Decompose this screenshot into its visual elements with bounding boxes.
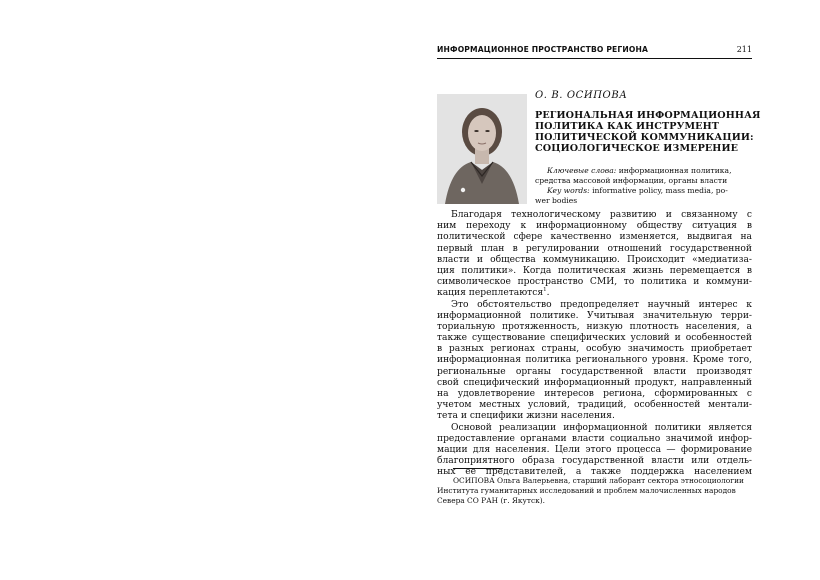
body-line — [437, 288, 752, 299]
footnote-line: Института гуманитарных исследований и проблем малочисленных народов — [437, 486, 736, 495]
keywords-en-row-2: wer bodies — [535, 196, 578, 205]
body-line: ним переходу к информационному обществу ситуация в — [437, 221, 752, 232]
body-line: власти и общества коммуникацию. Происходит «медиатиза- — [437, 254, 752, 265]
article-title-line: СОЦИОЛОГИЧЕСКОЕ ИЗМЕРЕНИЕ — [535, 143, 739, 154]
article-body — [437, 210, 752, 479]
keywords-en-row — [535, 186, 752, 196]
keywords-ru-row — [535, 166, 752, 176]
body-line: первый план в регулировании отношений государственной — [437, 243, 752, 254]
running-title: ИНФОРМАЦИОННОЕ ПРОСТРАНСТВО РЕГИОНА — [437, 45, 649, 54]
keywords-en-text: informative policy, mass media, po- — [589, 186, 728, 195]
body-line: Благодаря технологическому развитию и связанному с — [451, 210, 752, 220]
footnote — [437, 476, 752, 506]
body-line: в разных регионах страны, особую значимость приобретает — [437, 344, 752, 355]
footnote-line: Севера СО РАН (г. Якутск). — [437, 496, 545, 505]
body-line: тета и специфики жизни населения. — [437, 411, 615, 422]
body-line: ных ее представителей, а также поддержка населением — [437, 467, 752, 478]
keywords-ru-text: информационная политика, — [616, 166, 732, 175]
body-line: мации для населения. Цели этого процесса — формирование — [437, 444, 752, 455]
body-line: символическое пространство СМИ, то политика и коммуни- — [437, 277, 752, 288]
body-line: информационной политике. Учитывая значительную терри- — [437, 310, 752, 321]
keywords-ru-row-2: средства массовой информации, органы власти — [535, 176, 728, 185]
footnote-divider — [453, 468, 503, 469]
body-line: политической сфере качественно изменяется, выдвигая на — [437, 232, 752, 243]
author-photo — [437, 94, 527, 204]
body-line: Основой реализации информационной политики является — [451, 422, 752, 433]
footnote-line: ОСИПОВА Ольга Валерьевна, старший лаборант сектора этносоциологии — [453, 476, 744, 485]
body-line: также существование специфических условий и особенностей — [437, 333, 752, 344]
author-name: О. В. ОСИПОВА — [535, 90, 628, 101]
footnote-ref-suffix: . — [546, 288, 550, 299]
body-line: свой специфический информационный продукт, направленный — [437, 377, 752, 388]
body-line: благоприятного образа государственной власти или отдель- — [437, 456, 752, 467]
keywords-block — [535, 166, 752, 206]
journal-page — [437, 44, 761, 564]
article-title-line: ПОЛИТИКА КАК ИНСТРУМЕНТ — [535, 121, 719, 132]
body-line: предоставление органами власти социально значимой инфор- — [437, 433, 752, 444]
body-line: ция политики». Когда политическая жизнь перемещается в — [437, 265, 752, 276]
article-title-line: ПОЛИТИЧЕСКОЙ КОММУНИКАЦИИ: — [535, 132, 754, 143]
keywords-en-label: Key words: — [547, 186, 590, 195]
body-line-text: кация переплетаются — [437, 288, 544, 299]
body-line: учетом местных условий, традиций, особенностей ментали- — [437, 400, 752, 411]
running-header — [437, 44, 752, 59]
body-line: Это обстоятельство предопределяет научный интерес к — [451, 299, 752, 310]
article-title-line: РЕГИОНАЛЬНАЯ ИНФОРМАЦИОННАЯ — [535, 110, 761, 121]
footnote-ref: 1 — [543, 287, 547, 294]
keywords-ru-label: Ключевые слова: — [547, 166, 617, 175]
body-line: ториальную протяженность, низкую плотность населения, а — [437, 321, 752, 332]
body-line: региональные органы государственной власти производят — [437, 366, 752, 377]
page-number: 211 — [736, 45, 752, 54]
body-line: на удовлетворение интересов региона, сформированных с — [437, 389, 752, 399]
article-title — [535, 110, 761, 154]
body-line: информационная политика регионального уровня. Кроме того, — [437, 355, 752, 366]
